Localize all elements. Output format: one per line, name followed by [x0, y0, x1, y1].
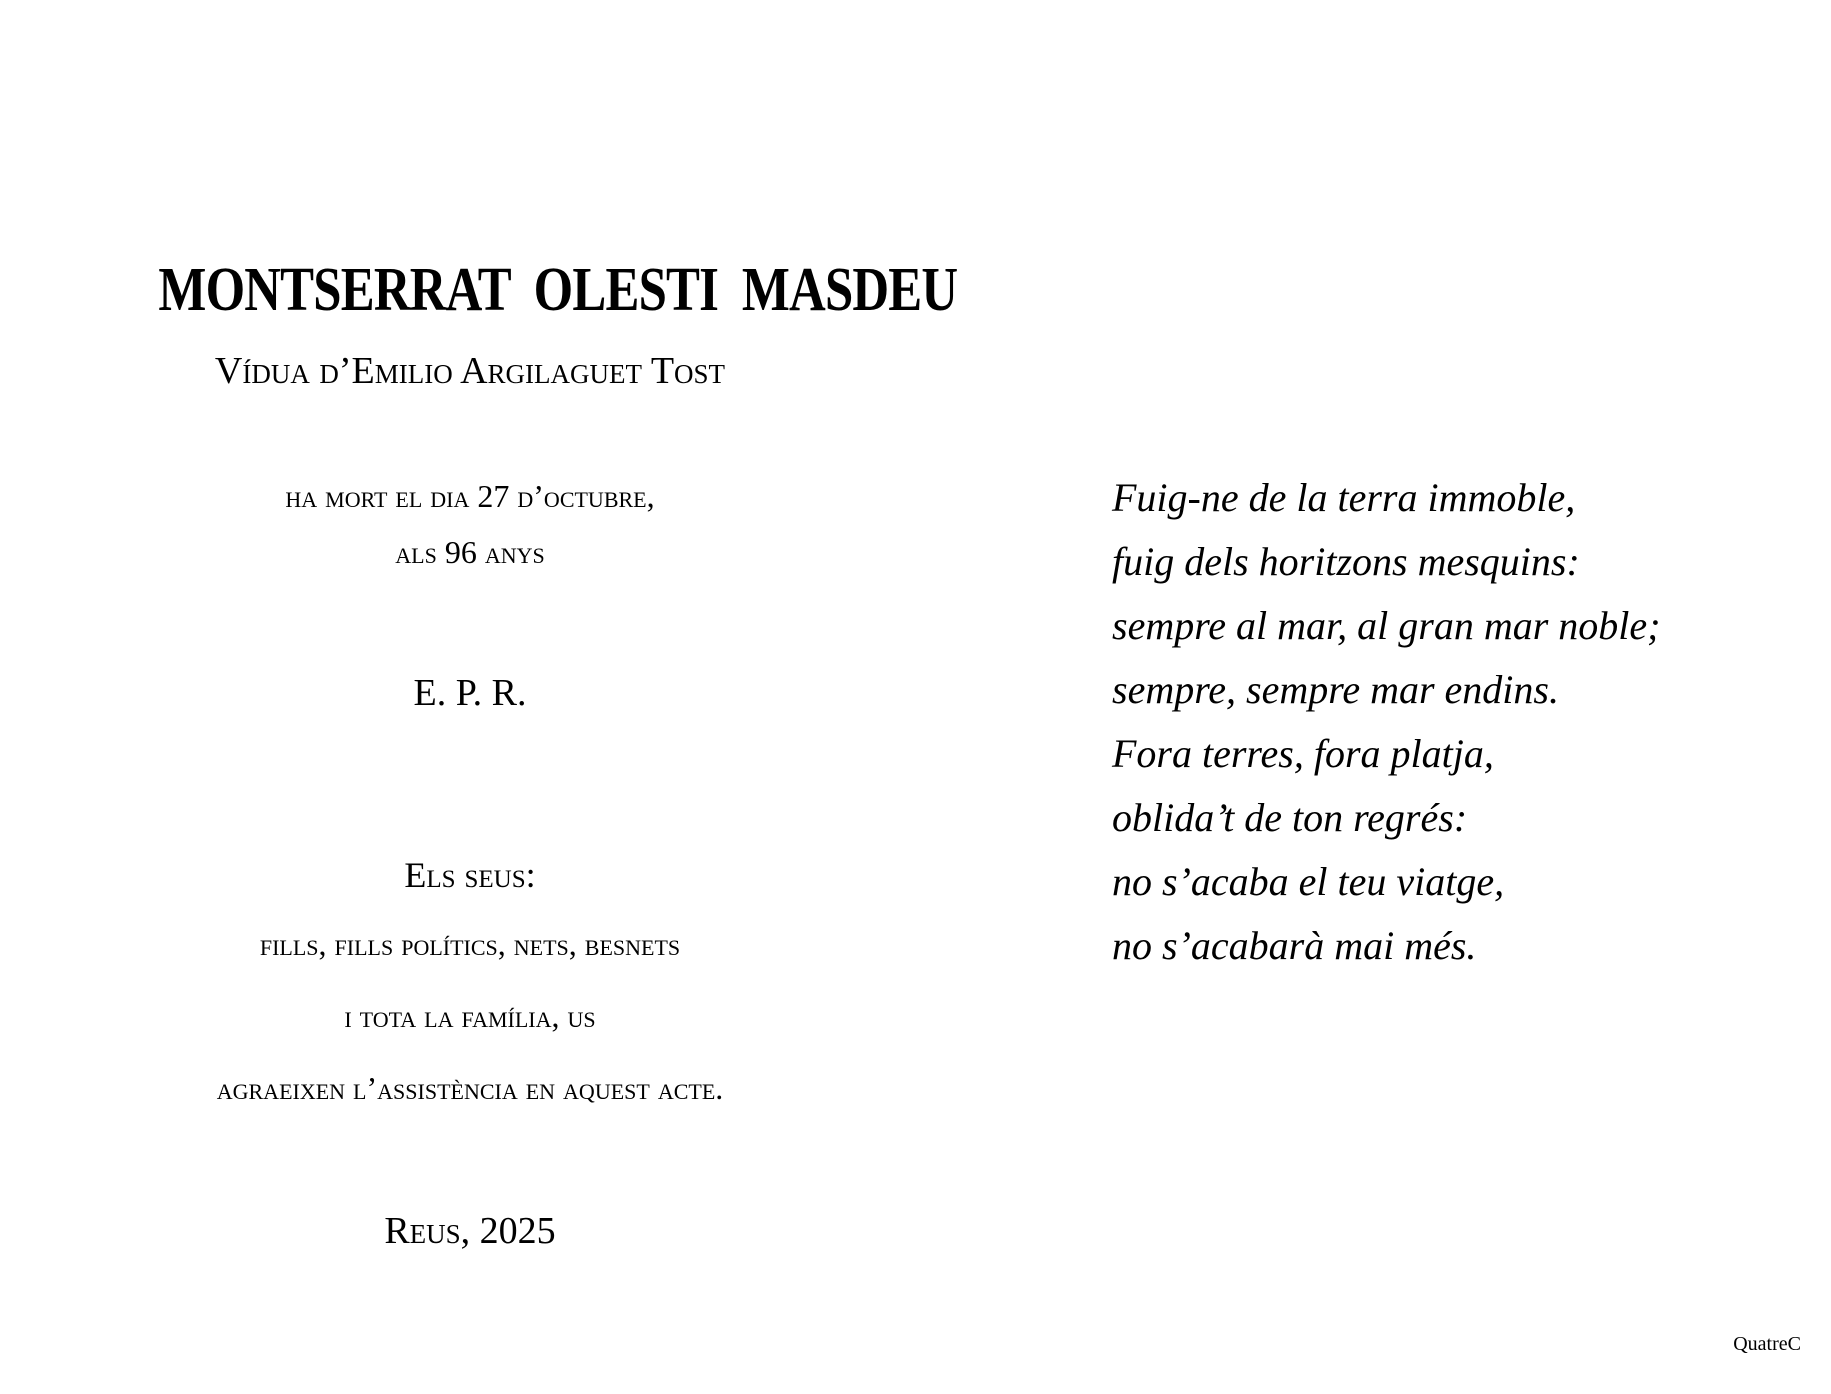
death-notice	[90, 468, 850, 580]
deceased-name: MONTSERRAT OLESTI MASDEU	[158, 256, 958, 324]
family-thanks	[90, 908, 850, 1124]
poem-line: oblida’t de ton regrés:	[1112, 795, 1468, 840]
poem-line: no s’acaba el teu viatge,	[1112, 859, 1505, 904]
poem-line: fuig dels horitzons mesquins:	[1112, 539, 1580, 584]
rest-in-peace: E. P. R.	[413, 672, 527, 714]
age-line: als 96 anys	[395, 534, 545, 570]
poem-line: Fuig-ne de la terra immoble,	[1112, 475, 1576, 520]
printer-signature: QuatreC	[1733, 1333, 1801, 1355]
family-line: agraeixen l’assistència en aquest acte.	[216, 1070, 724, 1106]
place-date: Reus, 2025	[384, 1210, 556, 1252]
widow-of-line: Vídua d’Emilio Argilaguet Tost	[214, 350, 726, 392]
poem-line: Fora terres, fora platja,	[1112, 731, 1494, 776]
poem	[1112, 466, 1661, 978]
death-date-line: ha mort el dia 27 d’octubre,	[285, 478, 655, 514]
obituary-column	[90, 250, 958, 1256]
family-line: i tota la família, us	[344, 998, 596, 1034]
family-title: Els seus:	[404, 855, 536, 895]
poem-line: no s’acabarà mai més.	[1112, 923, 1477, 968]
poem-line: sempre, sempre mar endins.	[1112, 667, 1559, 712]
family-line: fills, fills polítics, nets, besnets	[259, 926, 681, 962]
poem-line: sempre al mar, al gran mar noble;	[1112, 603, 1661, 648]
